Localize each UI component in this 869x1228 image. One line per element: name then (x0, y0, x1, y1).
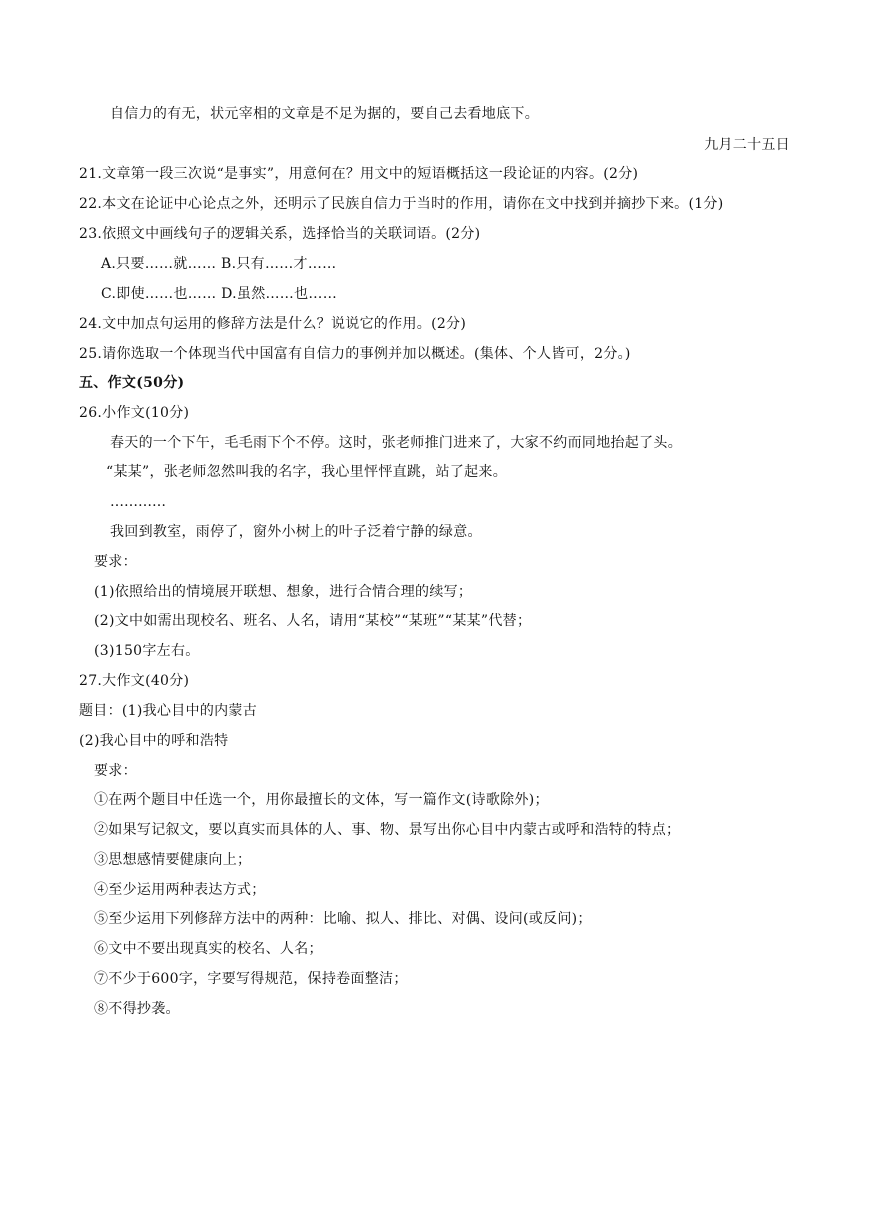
question-27-title: 27.大作文(40分) (79, 673, 190, 689)
question-26-requirements-label: 要求： (94, 554, 137, 570)
question-24: 24.文中加点句运用的修辞方法是什么？说说它的作用。(2分) (79, 316, 467, 332)
question-27-requirement-8: ⑧不得抄袭。 (94, 1001, 180, 1017)
question-26-title: 26.小作文(10分) (79, 405, 190, 421)
question-26-prompt-line3: 我回到教室，雨停了，窗外小树上的叶子泛着宁静的绿意。 (110, 524, 482, 540)
question-21: 21.文章第一段三次说“是事实”，用意何在？用文中的短语概括这一段论证的内容。(2分) (79, 166, 639, 182)
question-27-requirements-label: 要求： (94, 763, 137, 779)
question-22: 22.本文在论证中心论点之外，还明示了民族自信力于当时的作用，请你在文中找到并摘抄下来。(1分) (79, 196, 724, 212)
question-27-topic-2: (2)我心目中的呼和浩特 (79, 733, 229, 749)
question-27-requirement-7: ⑦不少于600字，字要写得规范，保持卷面整洁； (94, 971, 408, 987)
question-23: 23.依照文中画线句子的逻辑关系，选择恰当的关联词语。(2分) (79, 226, 481, 242)
question-27-topic-1: 题目：(1)我心目中的内蒙古 (79, 703, 258, 719)
section-5-heading: 五、作文(50分) (79, 375, 185, 391)
question-27-requirement-1: ①在两个题目中任选一个，用你最擅长的文体，写一篇作文(诗歌除外)； (94, 792, 549, 808)
question-27-requirement-3: ③思想感情要健康向上； (94, 852, 252, 868)
question-23-options-row2: C.即使……也…… D.虽然……也…… (101, 286, 337, 302)
question-26-requirement-3: (3)150字左右。 (94, 643, 200, 659)
question-27-requirement-4: ④至少运用两种表达方式； (94, 882, 266, 898)
question-26-prompt-line1: 春天的一个下午，毛毛雨下个不停。这时，张老师推门进来了，大家不约而同地抬起了头。 (110, 435, 682, 451)
question-25: 25.请你选取一个体现当代中国富有自信力的事例并加以概述。(集体、个人皆可，2分。) (79, 346, 631, 362)
passage-date: 九月二十五日 (704, 137, 790, 153)
question-27-requirement-5: ⑤至少运用下列修辞方法中的两种：比喻、拟人、排比、对偶、设问(或反问)； (94, 911, 592, 927)
passage-closing-paragraph: 自信力的有无，状元宰相的文章是不足为据的，要自己去看地底下。 (110, 106, 539, 122)
question-27-requirement-2: ②如果写记叙文，要以真实而具体的人、事、物、景写出你心目中内蒙古或呼和浩特的特点； (94, 822, 681, 838)
question-26-requirement-2: (2)文中如需出现校名、班名、人名，请用“某校”“某班”“某某”代替； (94, 613, 532, 629)
question-23-options-row1: A.只要……就…… B.只有……才…… (101, 256, 337, 272)
question-26-ellipsis: ………… (110, 494, 166, 510)
question-27-requirement-6: ⑥文中不要出现真实的校名、人名； (94, 941, 323, 957)
question-26-prompt-line2: “某某”，张老师忽然叫我的名字，我心里怦怦直跳，站了起来。 (106, 464, 508, 480)
question-26-requirement-1: (1)依照给出的情境展开联想、想象，进行合情合理的续写； (94, 584, 473, 600)
